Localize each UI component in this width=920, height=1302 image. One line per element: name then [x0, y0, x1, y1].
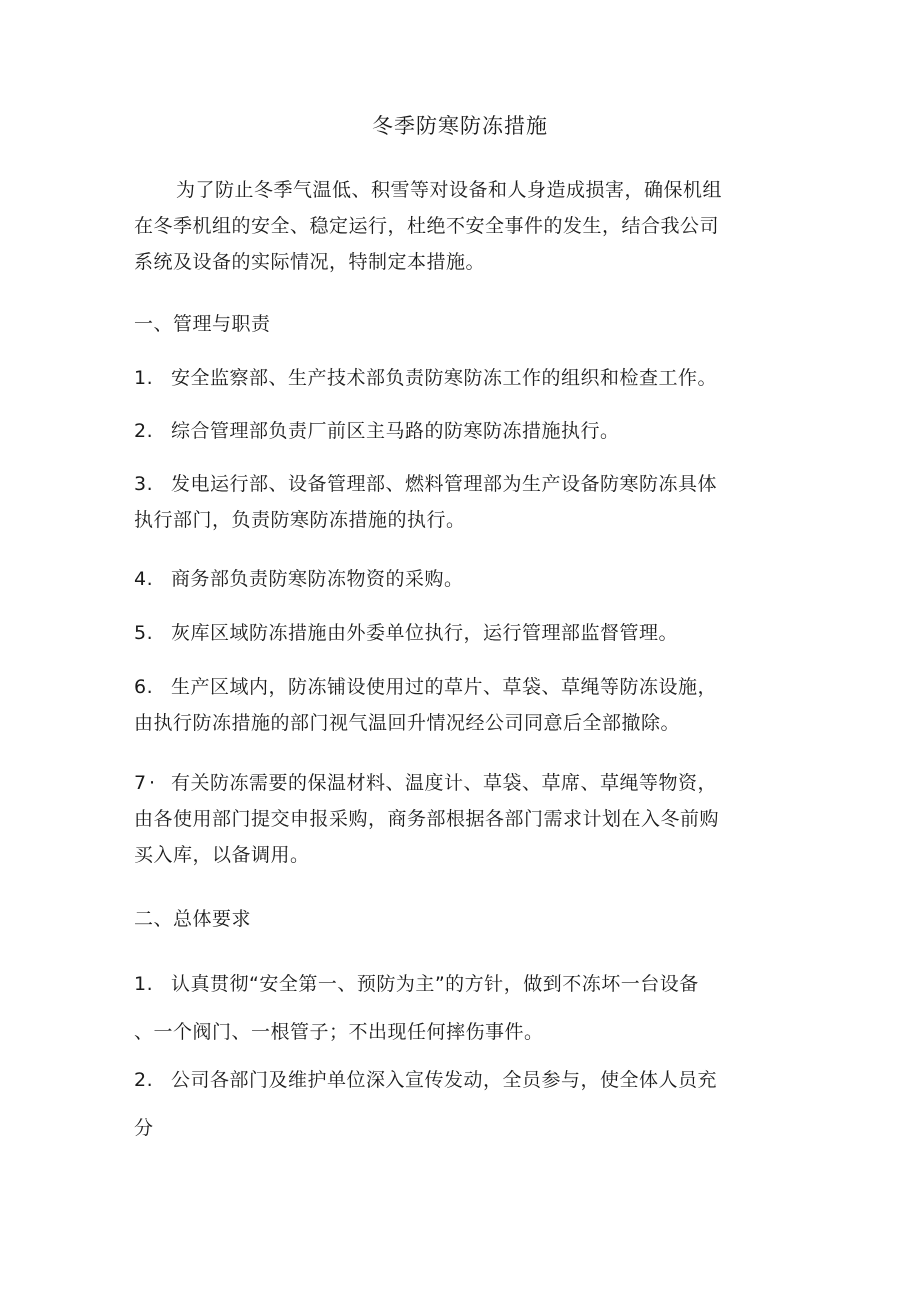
list-item [134, 466, 794, 538]
list-item [134, 966, 794, 1050]
item-text: 由执行防冻措施的部门视气温回升情况经公司同意后全部撤除。 [134, 712, 681, 734]
intro-line: 在冬季机组的安全、稳定运行，杜绝不安全事件的发生，结合我公司 [134, 215, 720, 237]
item-text: 综合管理部负责厂前区主马路的防寒防冻措施执行。 [171, 420, 620, 442]
item-text: 分 [134, 1117, 154, 1139]
list-item [134, 360, 794, 396]
item-number: 6. [134, 676, 154, 698]
item-text: 、一个阀门、一根管子；不出现任何摔伤事件。 [134, 1021, 544, 1043]
section-heading [134, 901, 794, 937]
item-text: 由各使用部门提交申报采购，商务部根据各部门需求计划在入冬前购 [134, 808, 720, 830]
item-text: 发电运行部、设备管理部、燃料管理部为生产设备防寒防冻具体 [171, 473, 718, 495]
item-text: 认真贯彻“安全第一、预防为主”的方针，做到不冻坏一台设备 [171, 973, 699, 995]
item-number: 1. [134, 367, 154, 389]
list-item [134, 615, 794, 651]
list-item [134, 561, 794, 597]
item-number: 2. [134, 1069, 154, 1091]
item-number: 5. [134, 622, 154, 644]
item-number: 2. [134, 420, 154, 442]
list-item [134, 765, 794, 873]
item-number: 7 [134, 772, 147, 794]
item-text: 商务部负责防寒防冻物资的采购。 [171, 568, 464, 590]
list-item [134, 669, 794, 741]
item-text: 灰库区域防冻措施由外委单位执行，运行管理部监督管理。 [171, 622, 679, 644]
section-heading-text: 一、管理与职责 [134, 313, 271, 335]
intro-line: 为了防止冬季气温低、积雪等对设备和人身造成损害，确保机组 [176, 179, 723, 201]
item-text: 生产区域内，防冻铺设使用过的草片、草袋、草绳等防冻设施， [171, 676, 718, 698]
list-item [134, 413, 794, 449]
item-text: 买入库，以备调用。 [134, 844, 310, 866]
list-item [134, 1062, 794, 1146]
section-heading [134, 306, 794, 342]
item-text: 公司各部门及维护单位深入宣传发动，全员参与，使全体人员充 [171, 1069, 718, 1091]
intro-paragraph [134, 172, 794, 280]
item-number: 1. [134, 973, 154, 995]
section-heading-text: 二、总体要求 [134, 908, 252, 930]
document-title: 冬季防寒防冻措施 [372, 114, 548, 138]
item-text: 执行部门，负责防寒防冻措施的执行。 [134, 509, 466, 531]
item-separator: · [149, 772, 156, 794]
item-text: 有关防冻需要的保温材料、温度计、草袋、草席、草绳等物资， [171, 772, 718, 794]
item-text: 安全监察部、生产技术部负责防寒防冻工作的组织和检查工作。 [171, 367, 718, 389]
intro-line: 系统及设备的实际情况，特制定本措施。 [134, 251, 486, 273]
item-number: 3. [134, 473, 154, 495]
item-number: 4. [134, 568, 154, 590]
